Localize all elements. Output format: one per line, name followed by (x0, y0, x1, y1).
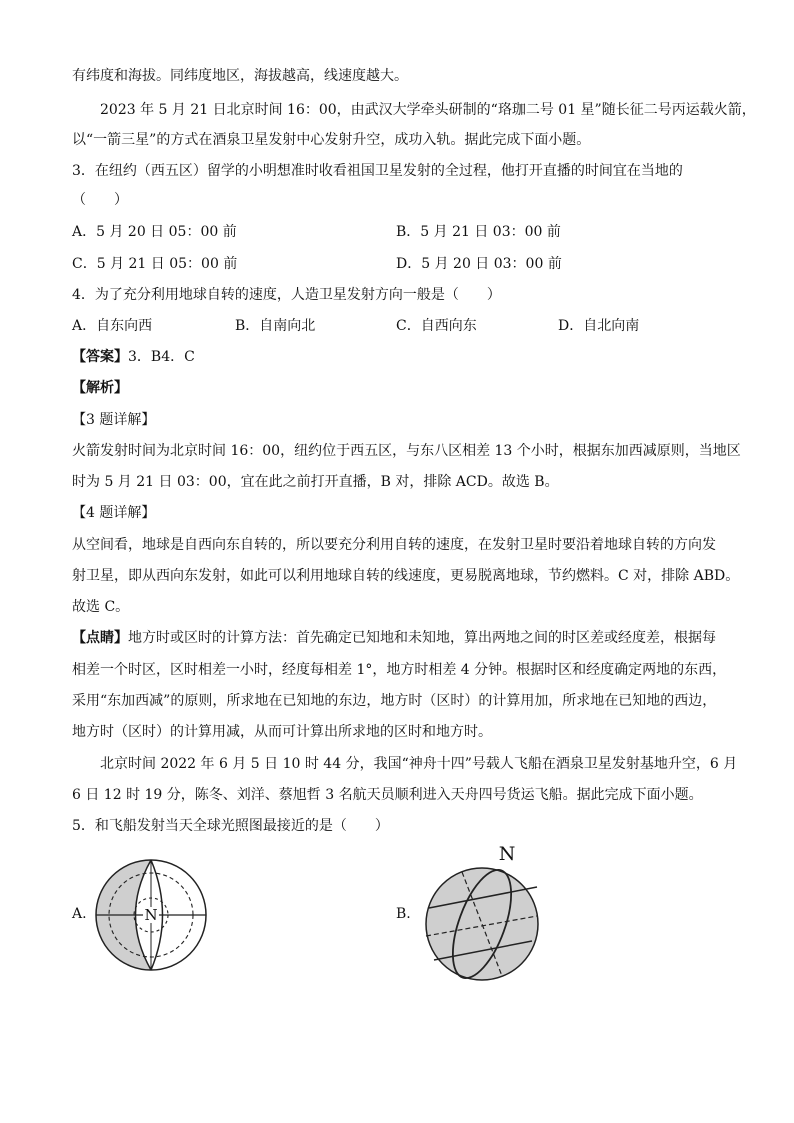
q3-option-d: D．5 月 20 日 03：00 前 (396, 256, 562, 272)
q4-option-c: C．自西向东 (396, 318, 477, 334)
figure-b-north-label: N (498, 843, 516, 865)
q4-detail-line-2: 射卫星，即从西向东发射，如此可以利用地球自转的线速度，更易脱离地球，节约燃料。C 对，排除 ABD。 (72, 568, 740, 584)
stem-2-line-1: 北京时间 2022 年 6 月 5 日 10 时 44 分，我国“神舟十四”号载人飞船在酒泉卫星发射基地升空，6 月 (100, 756, 738, 772)
q4-detail-heading: 【4 题详解】 (72, 505, 156, 521)
figure-a-polar-globe (92, 858, 214, 972)
question-3-text: 3．在纽约（西五区）留学的小明想准时收看祖国卫星发射的全过程，他打开直播的时间宜在当地的 (72, 163, 683, 179)
q3-detail-line-2: 时为 5 月 21 日 03：00，宜在此之前打开直播，B 对，排除 ACD。故选 B。 (72, 474, 559, 490)
q4-detail-line-1: 从空间看，地球是自西向东自转的，所以要充分利用自转的速度，在发射卫星时要沿着地球自转的方向发 (72, 537, 716, 553)
q4-option-d: D．自北向南 (558, 318, 640, 334)
tip-line-3: 采用“东加西减”的原则，所求地在已知地的东边，地方时（区时）的计算用加，所求地在已知地的西边， (72, 693, 717, 709)
intro-line-3: 以“一箭三星”的方式在酒泉卫星发射中心发射升空，成功入轨。据此完成下面小题。 (72, 132, 591, 148)
question-4-text: 4．为了充分利用地球自转的速度，人造卫星发射方向一般是（ ） (72, 287, 501, 303)
question-5-text: 5．和飞船发射当天全球光照图最接近的是（ ） (72, 818, 389, 834)
q3-option-a: A．5 月 20 日 05：00 前 (72, 224, 237, 240)
q3-detail-line-1: 火箭发射时间为北京时间 16：00，纽约位于西五区，与东八区相差 13 个小时，根据东加西减原则，当地区 (72, 443, 741, 459)
tip-line-2: 相差一个时区，区时相差一小时，经度每相差 1°，地方时相差 4 分钟。根据时区和经度确定两地的东西， (72, 662, 727, 678)
intro-line-1: 有纬度和海拔。同纬度地区，海拔越高，线速度越大。 (72, 68, 408, 84)
q3-option-b: B．5 月 21 日 03：00 前 (396, 224, 561, 240)
q4-detail-line-3: 故选 C。 (72, 599, 130, 615)
tip-line-4: 地方时（区时）的计算用减，从而可计算出所求地的区时和地方时。 (72, 724, 492, 740)
answer-line (72, 347, 195, 367)
figure-a-north-pole-label: N (144, 906, 158, 924)
figure-b-side-globe (412, 842, 552, 984)
tip-label: 【点睛】 (72, 630, 128, 646)
option-a-label: A. (72, 906, 87, 922)
q4-option-b: B．自南向北 (235, 318, 316, 334)
tip-line-1 (72, 628, 716, 648)
q3-option-c: C．5 月 21 日 05：00 前 (72, 256, 238, 272)
analysis-heading: 【解析】 (72, 380, 128, 396)
question-3-bracket: （ ） (72, 192, 128, 208)
option-b-label: B. (396, 906, 411, 922)
intro-line-2: 2023 年 5 月 21 日北京时间 16：00，由武汉大学牵头研制的“珞珈二号 01 星”随长征二号丙运载火箭， (100, 102, 756, 118)
tip-text-1: 地方时或区时的计算方法：首先确定已知地和未知地，算出两地之间的时区差或经度差，根据每 (128, 630, 716, 646)
q4-option-a: A．自东向西 (72, 318, 153, 334)
q3-detail-heading: 【3 题详解】 (72, 412, 156, 428)
answer-text: 3．B4．C (128, 349, 195, 365)
answer-label: 【答案】 (72, 349, 128, 365)
stem-2-line-2: 6 日 12 时 19 分，陈冬、刘洋、蔡旭哲 3 名航天员顺利进入天舟四号货运飞船。据此完成下面小题。 (72, 787, 703, 803)
